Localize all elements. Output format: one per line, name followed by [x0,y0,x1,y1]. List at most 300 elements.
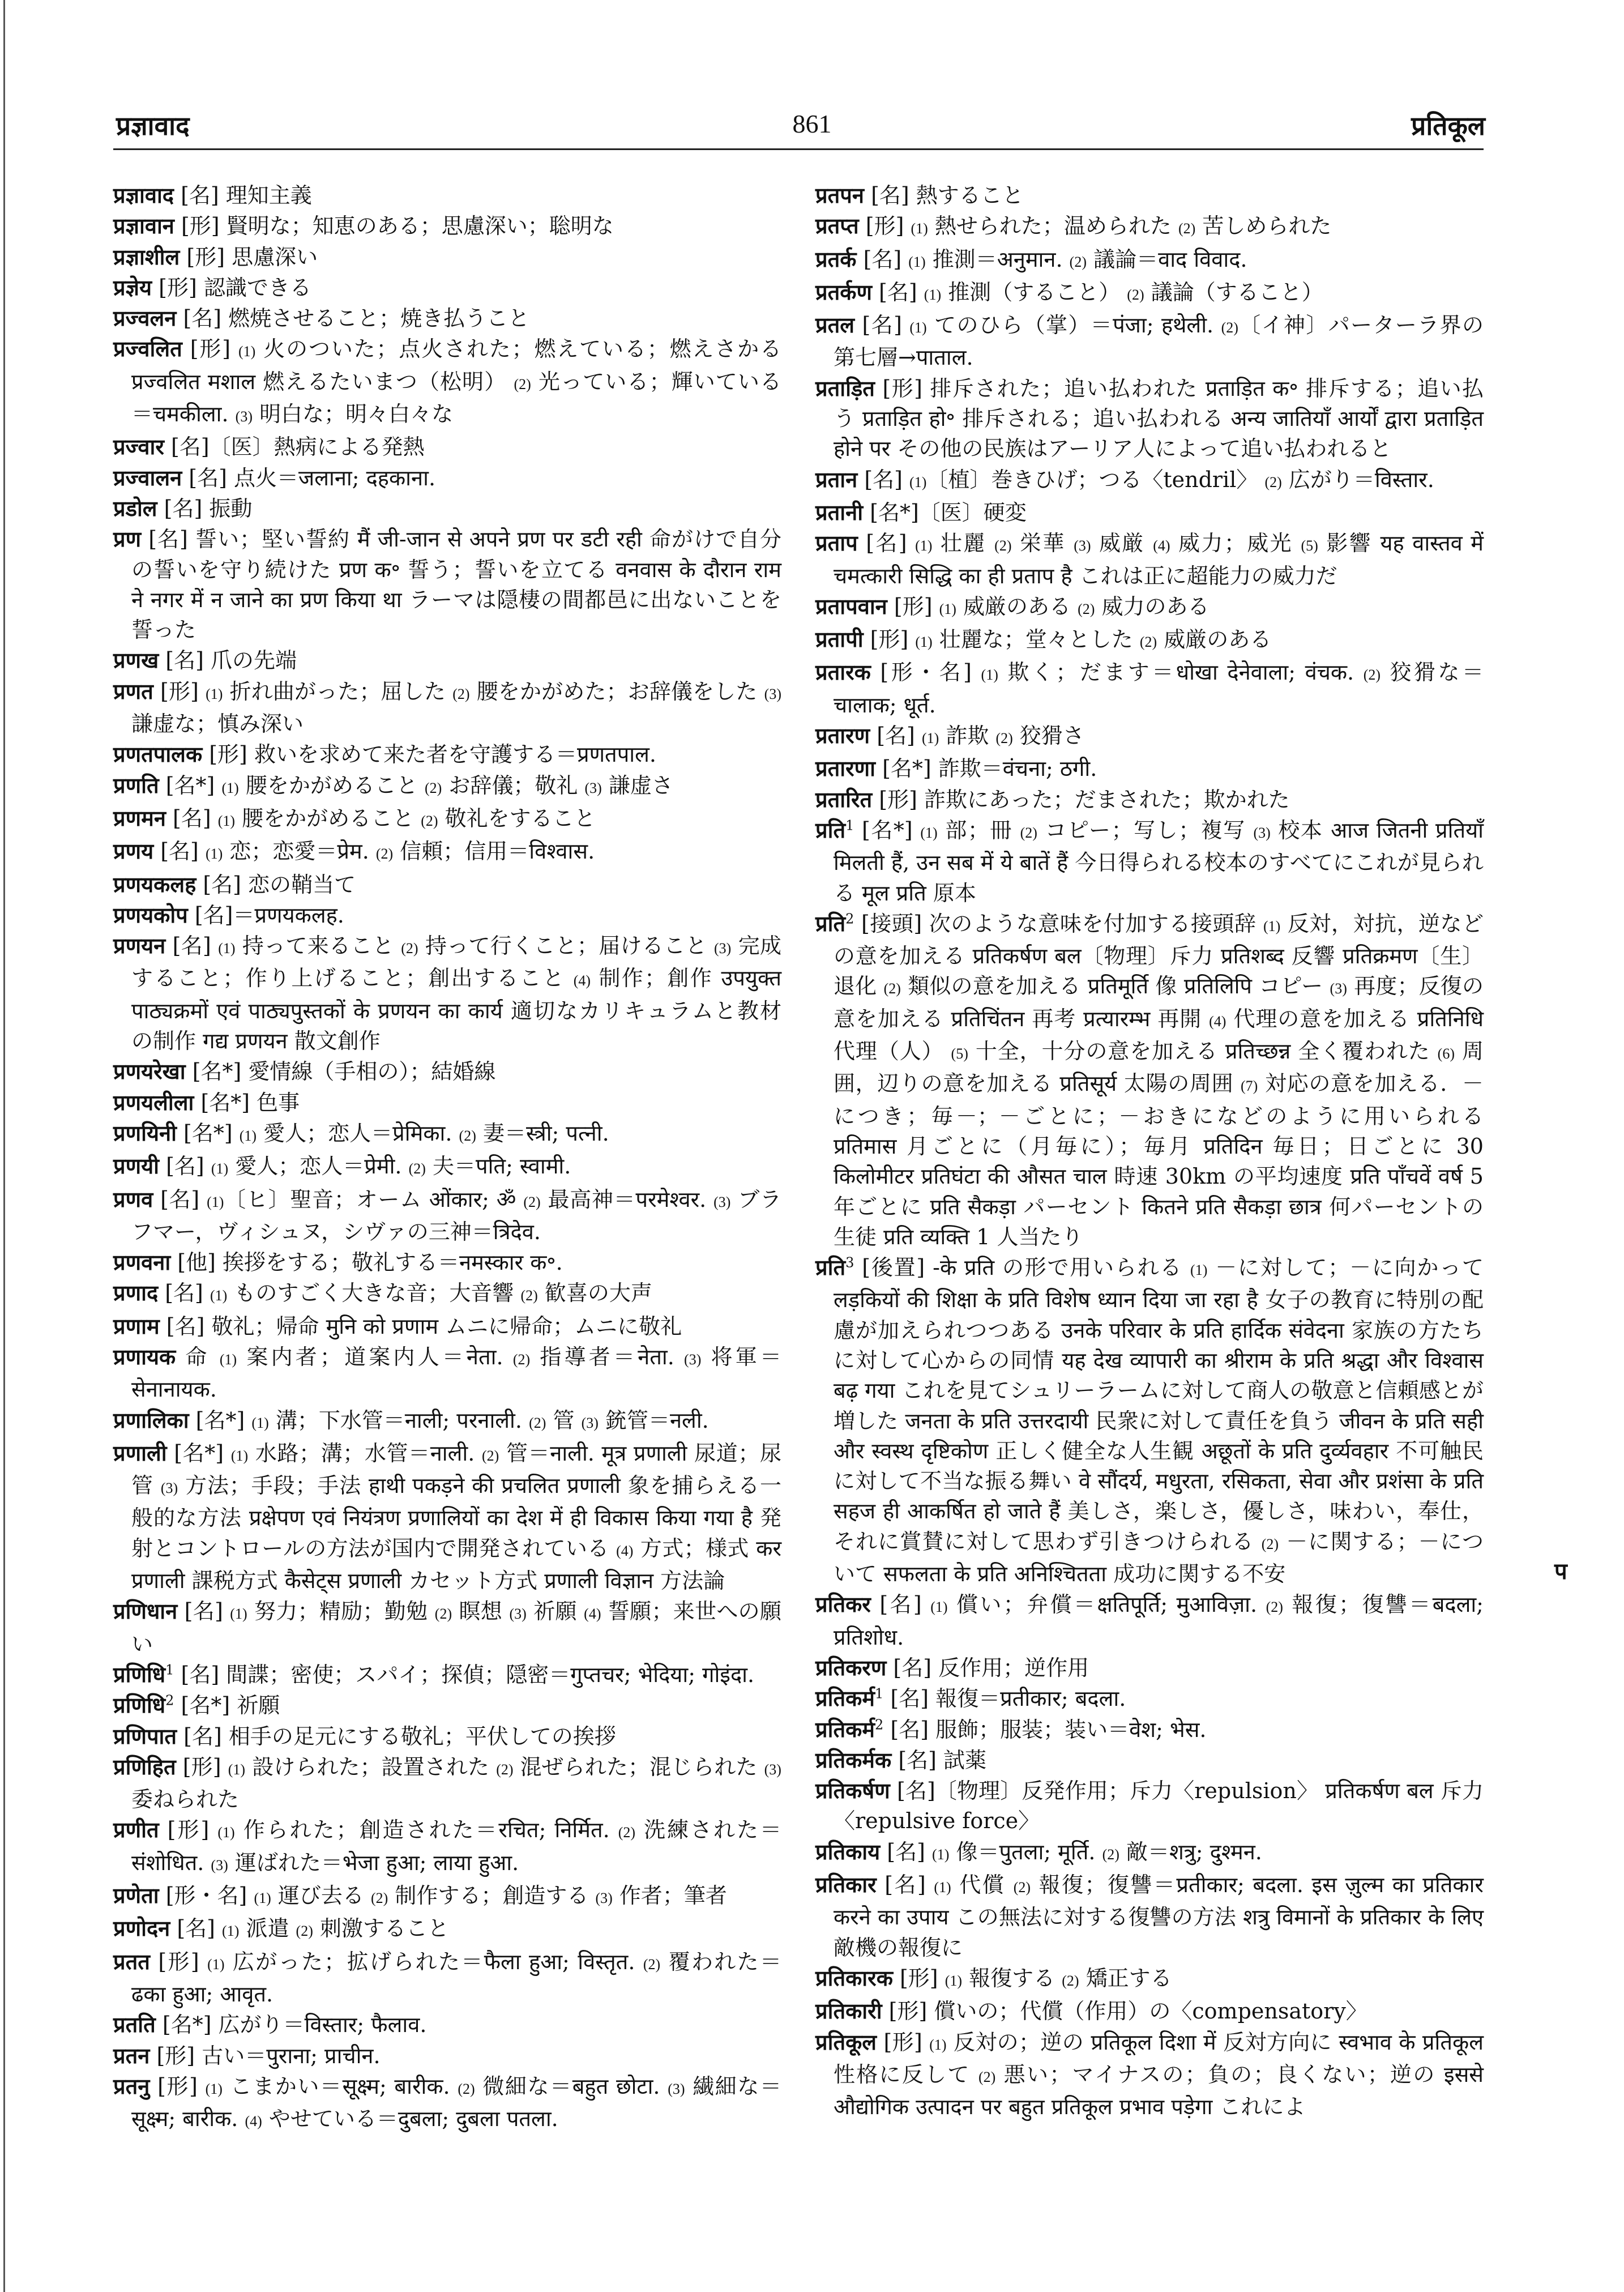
sense-number: (1) [924,286,942,303]
headword: प्रज्वलन [113,305,177,331]
headword: प्रज्ञावान [113,213,174,239]
scan-edge-line [3,0,5,2292]
dictionary-entry [815,784,1484,815]
definition: [名] 理知主義 [181,183,312,208]
definition: [名] (1) 推測（すること） (2) 議論（すること） [879,279,1323,305]
headword: प्रणिधि [113,1692,166,1718]
definition: [名]〔物理〕反発作用；斥力〈repulsion〉 प्रतिकर्षण बल 斥力〈repulsive force〉 [834,1778,1484,1834]
headword: प्रणय [113,838,154,864]
dictionary-entry [113,1278,781,1311]
definition: [名] (1)〔植〕巻きひげ；つる〈tendril〉 (2) 広がり＝विस्तार. [864,467,1434,492]
definition: [名] (1) 像＝पुतला; मूर्ति. (2) 敵＝शत्रु; दुश्मन. [887,1839,1262,1864]
definition: [名] 熱すること [871,183,1024,208]
sense-number: (2) [514,375,531,392]
sense-number: (3) [595,1890,613,1907]
headword: प्रतिकरण [815,1654,887,1680]
headword: प्रणत [113,678,153,704]
sense-number: (2) [1266,1599,1283,1616]
sense-number: (1) [929,2036,947,2053]
headword: प्रणोदन [113,1915,170,1941]
sense-number: (1) [908,253,926,270]
headword: प्रतिकर [815,1591,871,1617]
headword: प्रतारक [815,659,871,685]
dictionary-entry [815,2027,1484,2123]
sense-number: (7) [1240,1078,1258,1095]
headword: प्रतिकर्म [815,1716,875,1742]
headword: प्रताड़ित [815,375,875,401]
dictionary-entry [113,803,781,836]
sense-number: (1) [210,1287,228,1304]
definition: [形] (1) 広がった；拡げられた＝फैला हुआ; विस्तृत. (2) 覆われた＝ढका हुआ; आवृत. [131,1949,781,2007]
dictionary-entry [815,657,1484,720]
headword: प्रणयी [113,1153,159,1179]
definition: [形・名] (1) 欺く；だます＝धोखा देनेवाला; वंचक. (2) 狡猾な＝चालाक; धूर्त. [834,660,1484,718]
headword: प्रणीत [113,1817,159,1843]
dictionary-entry [113,770,781,803]
sense-number: (1) [251,1414,269,1431]
sense-number: (2) [1062,1972,1079,1989]
dictionary-entry [815,624,1484,657]
definition: [名] (1) 腰をかがめること (2) 敬礼をすること [173,805,596,831]
definition: [名*] 色事 [200,1090,300,1115]
sense-number: (4) [1209,1013,1226,1030]
definition: [接頭] 次のような意味を付加する接頭辞 (1) 反対，対抗，逆などの意を加える प्रतिकर्षण बल〔物理〕斥力 प्रतिशब्द 反響 प्रतिक्रमण〔生〕退化 (2) 類似の意を加える प्रतिमूर्ति 像 प्रतिलिपि コピー (3) 再度；反復の意を加える प्रतिचिंतन 再考 प्रत्यारम्भ 再開 (4) 代理の意を加える प्रतिनिधि 代理（人） (5) 十全，十分の意を加える प्रतिच्छन्न 全く覆われた (6) 周囲，辺りの意を加える प्रतिसूर्य 太陽の周囲 (7) 対応の意を加える．－につき；毎－；－ごとに；－おきになどのように用いられる प्रतिमास 月ごとに（月毎に）；毎月 प्रतिदिन 毎日；日ごとに 30 किलोमीटर प्रतिघंटा की औसत चाल 時速 30km の平均速度 प्रति पाँचवें वर्ष 5 年ごとに प्रति सैकड़ा パーセント कितने प्रति सैकड़ा छात्र 何パーセントの生徒 प्रति व्यक्ति 1 人当たり [834,911,1484,1249]
sense-number: (1) [238,343,256,360]
dictionary-entry [113,1438,781,1596]
dictionary-entry [815,373,1484,464]
definition: [名*] (1) 溝；下水管＝नाली; परनाली. (2) 管 (3) 銃管＝नली. [195,1407,709,1433]
headword: प्रणाद [113,1280,159,1306]
sense-number: (2) [408,1160,426,1177]
dictionary-entry [113,272,781,303]
sense-number: (2) [452,685,470,702]
sense-number: (1) [945,1972,963,1989]
sense-number: (1) [1190,1262,1208,1279]
homonym-number: 1 [845,817,854,834]
headword: प्रतापवान [815,593,887,619]
headword: प्रज्वालन [113,464,182,490]
headword: प्रणतपालक [113,741,203,767]
definition: [形] (1) 報復する (2) 矯正する [899,1965,1172,1991]
sense-number: (2) [529,1414,546,1431]
headword: प्रतिकारी [815,1998,882,2024]
headword: प्रज्वलित [113,336,182,362]
headword: प्रतप्त [815,213,859,239]
definition: [形] 排斥された；追い払われた प्रताड़ित क॰ 排斥する；追い払う प्रताड़ित हो॰ 排斥される；追い払われる अन्य जातियाँ आर्यों द्वारा प्रताड़ित होने पर その他の民族はアーリア人によって追い払われると [834,375,1484,462]
dictionary-entry [815,1870,1484,1963]
right-column [815,180,1484,2122]
headword: प्रतारणा [815,756,875,782]
definition: [名*] 愛情線（手相の）；結婚線 [192,1059,496,1085]
headword: प्रतिकारक [815,1965,893,1991]
definition: [他] 挨拶をする；敬礼する＝नमस्कार क॰. [177,1250,563,1275]
definition: [名]〔医〕熱病による発熱 [170,434,425,460]
dictionary-entry [113,1596,781,1659]
dictionary-entry [815,1714,1484,1745]
definition: [名] (1) 努力；精励；勤勉 (2) 瞑想 (3) 祈願 (4) 誓願；来世への願い [131,1599,781,1657]
sense-number: (1) [228,1761,246,1778]
dictionary-entry [113,1690,781,1721]
headword: प्रतर्कण [815,279,872,305]
sense-number: (4) [245,2113,262,2130]
dictionary-entry [113,676,781,740]
dictionary-entry [113,2041,781,2071]
headword: प्रणिहित [113,1753,176,1779]
headword: प्रतल [815,312,855,338]
dictionary-entry [113,1880,781,1913]
dictionary-entry [815,464,1484,497]
definition: [名] (1) 壮麗 (2) 栄華 (3) 威厳 (4) 威力；威光 (5) 影響 यह वास्तव में चमत्कारी सिद्धि का ही प्रताप है これは正に超能力の威力だ [834,531,1484,588]
headword: प्रणव [113,1186,153,1212]
sense-number: (1) [218,940,236,957]
sense-number: (2) [1069,253,1087,270]
headword: प्रणमन [113,805,166,831]
headword: प्रणयकलह [113,871,196,897]
definition: [形] 思慮深い [186,244,318,270]
headword: प्रज्ञावाद [113,182,174,208]
homonym-number: 1 [165,1662,174,1678]
sense-number: (3) [713,1193,731,1210]
dictionary-entry [815,1837,1484,1870]
sense-number: (1) [230,1447,249,1464]
sense-number: (1) [207,1956,225,1973]
headword: प्रणालिका [113,1407,189,1433]
thumb-index: प [1554,1558,1567,1585]
sense-number: (2) [370,1890,388,1907]
sense-number: (2) [1013,1879,1031,1896]
sense-number: (2) [1127,286,1144,303]
dictionary-entry [113,1405,781,1438]
sense-number: (2) [1178,220,1196,237]
dictionary-entry [815,591,1484,624]
definition: [形] (1) こまかい＝सूक्ष्म; बारीक. (2) 微細な＝बहुत छोटा. (3) 繊細な＝सूक्ष्म; बारीक. (4) やせている＝दुबला; दुबला पतला. [131,2073,782,2132]
dictionary-entry [113,334,781,432]
dictionary-entry [113,1659,781,1690]
headword: प्रतापी [815,626,864,652]
definition: [名*] 広がり＝विस्तार; फैलाव. [162,2012,427,2038]
sense-number: (1) [206,685,223,702]
left-column [113,180,781,2136]
sense-number: (2) [1139,634,1157,651]
homonym-number: 2 [165,1692,174,1709]
dictionary-entry [113,242,781,272]
dictionary-entry [815,244,1484,277]
definition: [形] (1) 設けられた；設置された (2) 混ぜられた；混じられた (3) 委ねられた [131,1754,781,1812]
sense-number: (2) [618,1824,636,1841]
headword: प्रणख [113,647,159,673]
definition: [名] 相手の足元にする敬礼；平伏しての挨拶 [183,1723,616,1749]
headword: प्रतारण [815,723,870,749]
definition: [名] 報復＝प्रतीकार; बदला. [890,1686,1126,1711]
header-rule [113,148,1484,150]
definition: [形] (1) 壮麗な；堂々とした (2) 威厳のある [870,627,1272,652]
headword: प्रति [815,1254,846,1281]
dictionary-entry [815,211,1484,244]
headword: प्रज्ञाशील [113,244,180,270]
definition: [名*] (1) 部；冊 (2) コピー；写し；複写 (3) 校本 आज जितनी प्रतियाँ मिलती हैं, उन सब में ये बातें हैं 今日得られる校本のすべてにこれが見られる मूल प्रति 原本 [834,817,1484,906]
sense-number: (3) [764,685,781,702]
sense-number: (3) [160,1480,178,1497]
dictionary-entry [815,1996,1484,2026]
definition: [形] 詐欺にあった；だまされた；欺かれた [879,787,1290,812]
dictionary-entry [113,1721,781,1752]
definition: [名] 燃焼させること；焼き払うこと [183,306,530,331]
page-number: 861 [792,109,832,138]
sense-number: (1) [217,1824,235,1841]
definition: [名] (1) ものすごく大きな音；大音響 (2) 歓喜の大声 [165,1281,652,1306]
sense-number: (1) [909,473,927,490]
sense-number: (1) [205,2080,223,2097]
homonym-number: 2 [845,911,854,927]
definition: [名] (1) 償い；弁償＝क्षतिपूर्ति; मुआविज़ा. (2) 報復；復讐＝बदला; प्रतिशोध. [834,1592,1484,1650]
dictionary-entry [113,1087,781,1118]
dictionary-entry [113,211,781,241]
definition: 命 (1) 案内者；道案内人＝नेता. (2) 指導者＝नेता. (3) 将軍＝सेनानायक. [131,1344,781,1402]
headword: प्रणयन [113,933,166,959]
homonym-number: 2 [875,1716,884,1732]
sense-number: (3) [668,2080,685,2097]
dictionary-entry [113,1913,781,1946]
definition: [名] 誓い；堅い誓約 मैं जी-जान से अपने प्रण पर डटी रही 命がけで自分の誓いを守り続けた प्रण क॰ 誓う；誓いを立てる वनवास के दौरान राम ने नगर में न जाने का प्रण किया था ラーマは隠棲の間都邑に出ないことを誓った [131,527,781,643]
dictionary-entry [113,524,781,645]
sense-number: (2) [421,812,438,829]
definition: [形] 認識できる [159,275,311,300]
dictionary-entry [113,1184,781,1248]
sense-number: (2) [1363,667,1381,684]
dictionary-entry [113,1311,781,1342]
definition: [名] (1) 派遣 (2) 刺激すること [177,1916,449,1941]
headword: प्रणिधि [113,1661,166,1687]
sense-number: (1) [909,319,927,336]
headword: प्रणयरेखा [113,1058,186,1085]
homonym-number: 3 [845,1254,854,1271]
sense-number: (2) [401,940,418,957]
sense-number: (2) [1102,1846,1119,1863]
headword: प्रणिधान [113,1598,178,1624]
definition: [形] 救いを求めて来た者を守護する＝प्रणतपाल. [209,742,656,767]
dictionary-entry [815,753,1484,784]
definition: [名*] (1) 水路；溝；水管＝नाली. (2) 管＝नाली. मूत्र प्रणाली 尿道；尿管 (3) 方法；手段；手法 हाथी पकड़ने की प्रचलित प्रणाली 象を捕らえる一般的な方法 प्रक्षेपण एवं नियंत्रण प्रणालियों का देश में ही विकास किया गया है 発射とコントロールの方法が国内で開発されている (4) 方式；様式 कर प्रणाली 課税方式 कैसेट्स प्रणाली カセット方式 प्रणाली विज्ञान 方法論 [131,1440,782,1594]
dictionary-entry [815,497,1484,528]
headword: प्रज्वार [113,434,164,460]
sense-number: (2) [459,1127,476,1144]
headword: प्रण [113,526,142,552]
dictionary-entry [113,463,781,493]
dictionary-entry [113,432,781,462]
headword: प्रणयलीला [113,1089,194,1115]
definition: [名] (1) 代償 (2) 報復；復讐＝प्रतीकार; बदला. इस ज़ुल्म का प्रतिकार करने का उपाय この無法に対する復讐の方法 शत्रु विमानों के प्रतिकार के लिए 敵機の報復に [834,1872,1484,1960]
headword: प्रडोल [113,495,157,521]
sense-number: (3) [509,1606,527,1623]
dictionary-entry [113,1815,781,1880]
sense-number: (3) [764,1761,781,1778]
sense-number: (1) [932,1846,950,1863]
headword: प्रतपन [815,182,864,208]
sense-number: (4) [1153,537,1170,554]
dictionary-entry [113,1151,781,1184]
sense-number: (3) [584,779,602,796]
dictionary-entry [815,277,1484,310]
sense-number: (2) [1221,319,1238,336]
definition: [形・名] (1) 運び去る (2) 制作する；創造する (3) 作者；筆者 [165,1883,727,1909]
headword: प्रतत [113,1948,150,1974]
dictionary-entry [113,1947,781,2010]
sense-number: (2) [1264,473,1282,490]
headword: प्रतारित [815,786,873,812]
sense-number: (3) [211,1856,228,1873]
dictionary-entry [815,528,1484,591]
dictionary-entry [113,645,781,676]
definition: [名*]〔医〕硬変 [870,500,1027,525]
sense-number: (1) [921,730,939,747]
sense-number: (1) [920,824,938,841]
sense-number: (3) [1074,537,1091,554]
sense-number: (2) [296,1923,313,1940]
dictionary-entry [815,1963,1484,1996]
dictionary-entry [113,836,781,869]
sense-number: (1) [915,537,933,554]
sense-number: (1) [934,1879,951,1896]
sense-number: (2) [643,1956,661,1973]
definition: [名] (1) 愛人；恋人＝प्रेमी. (2) 夫＝पति; स्वामी. [166,1154,571,1179]
sense-number: (1) [981,667,998,684]
headword: प्रणवना [113,1249,171,1275]
definition: [名] 間諜；密使；スパイ；探偵；隠密＝गुप्तचर; भेदिया; गोइंदा. [181,1662,755,1687]
dictionary-entry [113,1342,781,1405]
headword: प्रणयकोप [113,902,188,928]
sense-number: (2) [520,1287,538,1304]
definition: [名*] 詐欺＝वंचना; ठगी. [882,756,1097,782]
headword: प्रणति [113,772,159,798]
dictionary-entry [113,1056,781,1087]
definition: [名] 反作用；逆作用 [893,1655,1089,1680]
headword: प्रणाली [113,1440,167,1466]
sense-number: (1) [230,1606,247,1623]
definition: [形] (1) 威厳のある (2) 威力のある [894,594,1210,619]
dictionary-entry [113,493,781,524]
sense-number: (3) [581,1414,599,1431]
definition: [形] (1) 作られた；創造された＝रचित; निर्मित. (2) 洗練された＝संशोधित. (3) 運ばれた＝भेजा हुआ; लाया हुआ. [131,1817,781,1875]
sense-number: (3) [714,940,732,957]
dictionary-entry [815,720,1484,753]
sense-number: (1) [222,1923,240,1940]
dictionary-entry [113,1247,781,1278]
dictionary-entry [815,180,1484,211]
definition: [形] (1) 折れ曲がった；屈した (2) 腰をかがめた；お辞儀をした (3) 謙虚な；慎み深い [131,678,781,737]
headword: प्रतिकर्मक [815,1747,892,1773]
sense-number: (1) [911,220,928,237]
dictionary-entry [815,908,1484,1252]
dictionary-entry [815,1653,1484,1683]
headword: प्रतिकार [815,1872,877,1898]
headword: प्रतनु [113,2073,150,2099]
sense-number: (2) [496,1761,514,1778]
sense-number: (2) [375,846,394,863]
definition: [名*] (1) 腰をかがめること (2) お辞儀；敬礼 (3) 謙虚さ [165,772,673,798]
headword: प्रतिकर्षण [815,1778,890,1804]
dictionary-entry [113,869,781,900]
dictionary-entry [815,1589,1484,1653]
sense-number: (2) [523,1193,541,1210]
dictionary-entry [815,1775,1484,1837]
dictionary-entry [113,2009,781,2040]
sense-number: (2) [994,537,1012,554]
dictionary-entry [113,1752,781,1815]
sense-number: (1) [217,812,236,829]
headword: प्रणिपात [113,1723,177,1749]
sense-number: (2) [1020,824,1037,841]
sense-number: (2) [434,1606,452,1623]
headword: प्रणायक [113,1343,176,1369]
definition: [名] 試薬 [898,1747,987,1773]
sense-number: (4) [584,1606,601,1623]
sense-number: (1) [239,1127,257,1144]
sense-number: (3) [684,1351,702,1368]
sense-number: (2) [1078,600,1095,617]
definition: [形] 償いの；代償（作用）の〈compensatory〉 [888,1999,1367,2024]
dictionary-entry [815,310,1484,373]
definition: [形] (1) 火のついた；点火された；燃えている；燃えさかる प्रज्वलित मशाल 燃えるたいまつ（松明） (2) 光っている；輝いている＝चमकीला. (3) 明白な；明々白々な [131,336,781,427]
homonym-number: 1 [875,1685,884,1702]
definition: [名*] 祈願 [181,1693,280,1718]
sense-number: (1) [205,846,223,863]
definition: [名] 恋の鞘当て [203,872,356,897]
dictionary-entry [113,1118,781,1151]
sense-number: (1) [211,1160,229,1177]
headword: प्रतर्क [815,246,857,272]
sense-number: (1) [221,779,239,796]
sense-number: (2) [424,779,442,796]
sense-number: (4) [573,972,591,989]
definition: [名] (1) 推測＝अनुमान. (2) 議論＝वाद विवाद. [863,246,1247,272]
headword: प्रणाम [113,1313,160,1339]
dictionary-entry [113,900,781,931]
sense-number: (3) [235,408,253,425]
headword: प्रणेता [113,1883,159,1909]
headword: प्रतिकूल [815,2029,877,2055]
definition: [形] (1) 熱せられた；温められた (2) 苦しめられた [865,214,1332,239]
headword: प्रतन [113,2042,150,2068]
sense-number: (3) [1330,980,1347,997]
sense-number: (2) [482,1447,499,1464]
sense-number: (1) [930,1599,948,1616]
headword: प्रज्ञेय [113,274,152,300]
dictionary-entry [815,1683,1484,1714]
right-guide-word: प्रतिकूल [1411,110,1485,141]
definition: [名] (1) 持って来ること (2) 持って行くこと；届けること (3) 完成すること；作り上げること；創出すること (4) 制作；創作 उपयुक्त पाठ्यक्रमों एवं पाठ्यपुस्तकों के प्रणयन का कार्य 適切なカリキュラムと教材の制作 गद्य प्रणयन 散文創作 [131,933,781,1054]
dictionary-entry [113,303,781,334]
definition: [名] (1) 恋；恋愛＝प्रेम. (2) 信頼；信用＝विश्वास. [160,839,595,864]
definition: [形] (1) 反対の；逆の प्रतिकूल दिशा में 反対方向に स्वभाव के प्रतिकूल 性格に反して (2) 悪い；マイナスの；負の；良くない；逆の इससे औद्योगिक उत्पादन पर बहुत प्रतिकूल प्रभाव पड़ेगा これによ [834,2029,1484,2120]
definition: [名] 服飾；服装；装い＝वेश; भेस. [890,1717,1207,1742]
definition: [名] 点火＝जलाना; दहकाना. [189,465,436,490]
left-guide-word: प्रज्ञावाद [116,110,190,141]
headword: प्रताप [815,530,858,556]
sense-number: (1) [1263,917,1281,934]
headword: प्रतिकाय [815,1838,881,1864]
headword: प्रति [815,817,846,843]
definition: [名] (1) 詐欺 (2) 狡猾さ [877,723,1084,749]
headword: प्रतति [113,2012,156,2038]
dictionary-entry [815,1745,1484,1775]
dictionary-entry [113,931,781,1056]
sense-number: (2) [995,730,1013,747]
dictionary-entry [113,180,781,211]
definition: [名] 振動 [164,496,253,521]
sense-number: (2) [1261,1535,1279,1552]
dictionary-entry [815,1252,1484,1589]
headword: प्रतान [815,466,858,492]
